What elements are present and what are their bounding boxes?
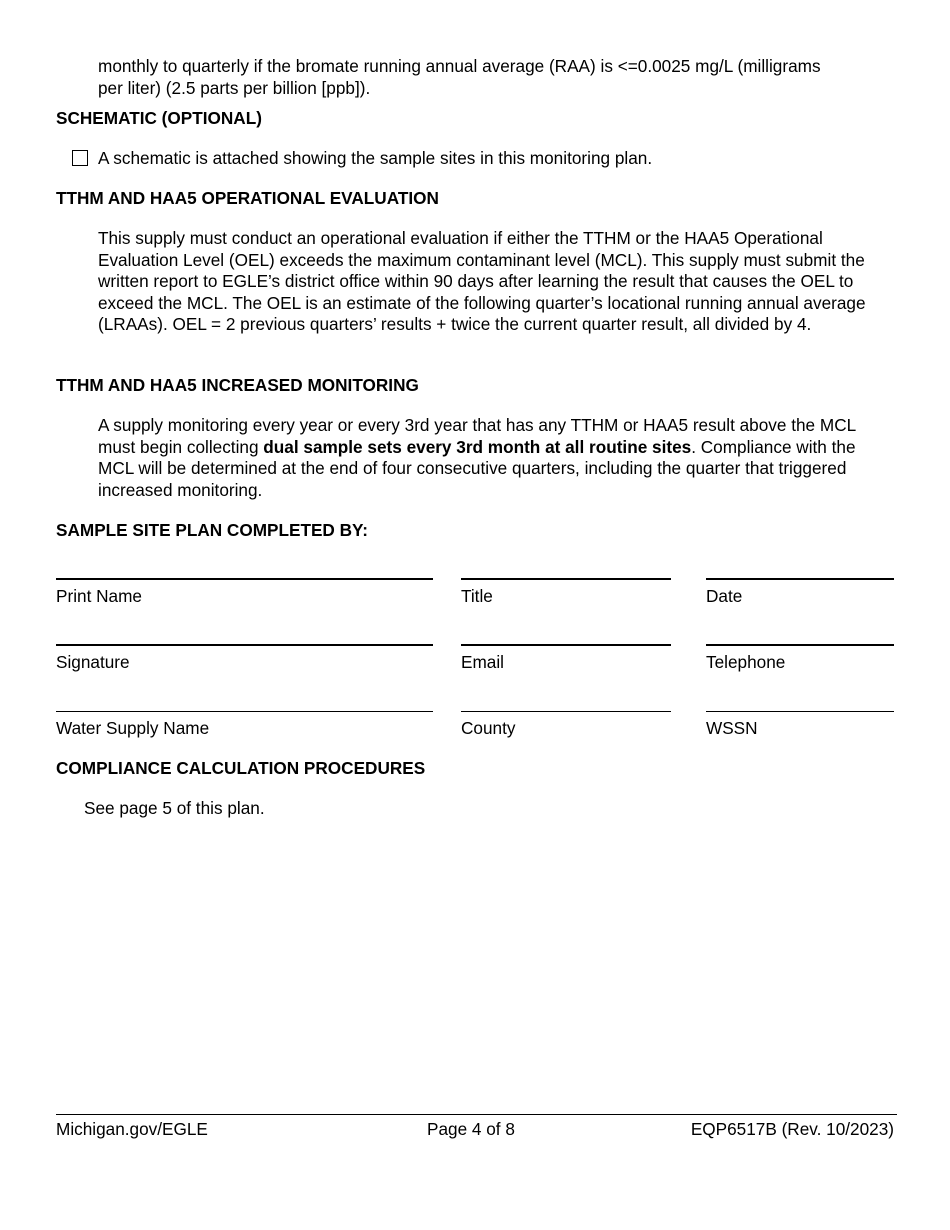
signature-line[interactable] (56, 644, 433, 646)
signature-label: Signature (56, 652, 130, 672)
intro-line-2: per liter) (2.5 parts per billion [ppb]). (98, 77, 371, 98)
wssn-label: WSSN (706, 718, 758, 738)
footer-page-number: Page 4 of 8 (427, 1119, 515, 1139)
county-line[interactable] (461, 711, 671, 712)
intro-line-1: monthly to quarterly if the bromate running annual average (RAA) is <=0.0025 mg/L (milligrams (98, 56, 821, 76)
schematic-heading: SCHEMATIC (OPTIONAL) (56, 108, 262, 128)
schematic-checkbox-label: A schematic is attached showing the sample sites in this monitoring plan. (98, 148, 653, 168)
compliance-heading: COMPLIANCE CALCULATION PROCEDURES (56, 758, 426, 778)
date-label: Date (706, 586, 743, 606)
telephone-line[interactable] (706, 644, 894, 646)
county-label: County (461, 718, 516, 738)
compliance-body: See page 5 of this plan. (84, 798, 265, 818)
operational-evaluation-body: This supply must conduct an operational evaluation if either the TTHM or the HAA5 Operational Evaluation Level (OEL) exceeds the maximum contaminant level (MCL). This supply must submit the written report to EGLE’s district office within 90 days after learning the result that causes the OEL to exceed the MCL. The OEL is an estimate of the following quarter’s locational running annual average (LRAAs). OEL = 2 previous quarters’ results + twice the current quarter result, all divided by 4. (98, 228, 866, 334)
increased-monitoring-heading: TTHM AND HAA5 INCREASED MONITORING (56, 375, 419, 395)
increased-monitoring-body (98, 415, 893, 501)
email-line[interactable] (461, 644, 671, 646)
title-label: Title (461, 586, 493, 606)
water-supply-name-line[interactable] (56, 711, 433, 712)
increased-monitoring-bold: dual sample sets every 3rd month at all routine sites (263, 436, 692, 457)
operational-evaluation-heading: TTHM AND HAA5 OPERATIONAL EVALUATION (56, 188, 439, 208)
footer-rule (56, 1114, 897, 1115)
title-line[interactable] (461, 578, 671, 580)
increased-monitoring-text-1: A supply monitoring every year or every 3rd year that has any TTHM or HAA5 result above the MCL must begin collecting (98, 415, 856, 457)
wssn-line[interactable] (706, 711, 894, 712)
print-name-label: Print Name (56, 586, 142, 606)
water-supply-name-label: Water Supply Name (56, 718, 210, 738)
date-line[interactable] (706, 578, 894, 580)
completed-by-heading: SAMPLE SITE PLAN COMPLETED BY: (56, 520, 368, 540)
print-name-line[interactable] (56, 578, 433, 580)
footer-site: Michigan.gov/EGLE (56, 1119, 208, 1139)
telephone-label: Telephone (706, 652, 786, 672)
increased-monitoring-text-2: . Compliance with the MCL will be determined at the end of four consecutive quarters, including the quarter that triggered increased monitoring. (98, 436, 856, 500)
footer-form-number: EQP6517B (Rev. 10/2023) (690, 1119, 894, 1139)
intro-paragraph (98, 56, 898, 99)
schematic-checkbox[interactable] (72, 150, 88, 166)
email-label: Email (461, 652, 504, 672)
